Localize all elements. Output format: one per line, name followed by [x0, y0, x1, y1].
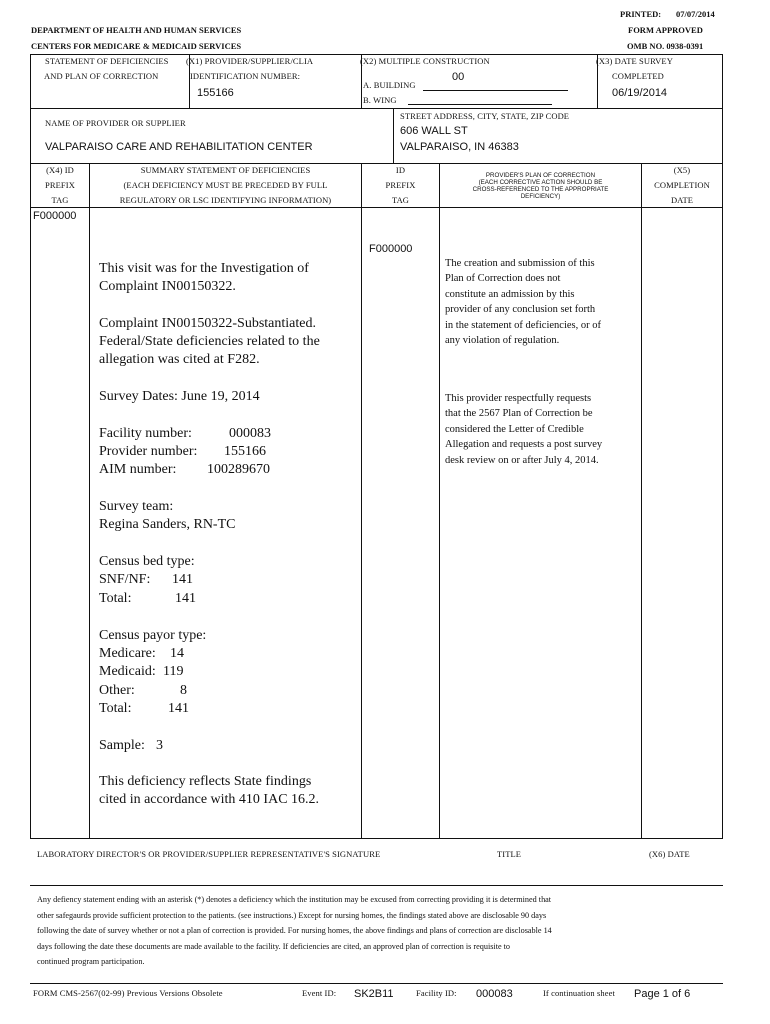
plan-p1-line: The creation and submission of this: [445, 258, 595, 269]
payor-total-label: Total:: [99, 701, 132, 716]
other-label: Other:: [99, 683, 135, 698]
x6-date-label: (X6) DATE: [649, 849, 690, 859]
closing-line2: cited in accordance with 410 IAC 16.2.: [99, 792, 320, 807]
facility-number-label: Facility number:: [99, 426, 192, 441]
bed-total-value: 141: [175, 591, 196, 606]
plan-p2-line: desk review on or after July 4, 2014.: [445, 454, 599, 466]
medicaid-value: 119: [163, 664, 184, 679]
plan-p2-line: considered the Letter of Credible: [445, 423, 584, 435]
plan-header-4: DEFICIENCY): [520, 193, 561, 200]
statement-label-1: STATEMENT OF DEFICIENCIES: [45, 56, 169, 66]
printed-label: PRINTED:: [620, 9, 662, 19]
plan-header-3: CROSS-REFERENCED TO THE APPROPRIATE: [472, 186, 609, 193]
summary-header-3: REGULATORY OR LSC IDENTIFYING INFORMATION): [119, 195, 332, 205]
para1-line2: Complaint IN00150322.: [99, 279, 236, 294]
facility-id-label: Facility ID:: [416, 988, 457, 998]
plan-p1-line: constitute an admission by this: [445, 288, 575, 300]
id-header-1: ID: [395, 165, 406, 175]
medicare-value: 14: [170, 646, 184, 661]
aim-number-value: 100289670: [207, 462, 270, 477]
centers-title: CENTERS FOR MEDICARE & MEDICAID SERVICES: [31, 41, 242, 51]
para2-line2: Federal/State deficiencies related to the: [99, 334, 320, 349]
sample-label: Sample:: [99, 738, 145, 753]
facility-id-value: 000083: [476, 988, 513, 1000]
footnote-line: other safegaurds provide sufficient protection to the patients. (see instructions.) Except for nursing homes, the findings stated above are disclosable 90 days: [37, 910, 547, 920]
provider-name-label: NAME OF PROVIDER OR SUPPLIER: [45, 118, 186, 128]
medicaid-label: Medicaid:: [99, 664, 156, 679]
snf-value: 141: [172, 572, 193, 587]
x4-header-2: PREFIX: [45, 180, 75, 190]
plan-p1-line: in the statement of deficiencies, or of: [445, 319, 601, 331]
printed-date: 07/07/2014: [676, 9, 715, 19]
x1-label-1: (X1) PROVIDER/SUPPLIER/CLIA: [186, 56, 314, 66]
facility-number-value: 000083: [229, 426, 271, 441]
plan-p2-line: Allegation and requests a post survey: [445, 439, 603, 451]
form-number: FORM CMS-2567(02-99) Previous Versions Obsolete: [33, 988, 223, 998]
continuation-label: If continuation sheet: [543, 988, 615, 998]
building-label: A. BUILDING: [363, 80, 416, 90]
plan-p2-line: This provider respectfully requests: [445, 393, 592, 404]
snf-label: SNF/NF:: [99, 572, 151, 587]
para2-line3: allegation was cited at F282.: [99, 352, 260, 367]
summary-header-1: SUMMARY STATEMENT OF DEFICIENCIES: [140, 165, 311, 175]
x4-header-1: (X4) ID: [46, 165, 74, 175]
director-signature-label: LABORATORY DIRECTOR'S OR PROVIDER/SUPPLIER REPRESENTATIVE'S SIGNATURE: [37, 849, 381, 859]
para1-line1: This visit was for the Investigation of: [99, 261, 309, 276]
medicare-label: Medicare:: [99, 646, 156, 661]
survey-dates: Survey Dates: June 19, 2014: [99, 389, 260, 404]
x2-label: (X2) MULTIPLE CONSTRUCTION: [360, 56, 490, 66]
provider-number-label: Provider number:: [99, 444, 198, 459]
census-payor-label: Census payor type:: [99, 628, 207, 643]
plan-header-1: PROVIDER'S PLAN OF CORRECTION: [485, 172, 596, 179]
page-number: Page 1 of 6: [634, 988, 691, 1000]
payor-total-value: 141: [168, 701, 189, 716]
sample-value: 3: [156, 738, 163, 753]
plan-paragraph-1: [445, 256, 601, 348]
footnote-line: following the date of survey whether or not a plan of correction is provided. For nursing homes, the above findings and plans of correction are disclosable 14: [37, 926, 552, 936]
x5-header-1: (X5): [673, 165, 691, 175]
closing-line1: This deficiency reflects State findings: [99, 774, 312, 789]
event-id-label: Event ID:: [302, 988, 337, 998]
id-header-2: PREFIX: [385, 180, 416, 190]
title-label: TITLE: [497, 849, 522, 859]
form-approved: FORM APPROVED: [628, 25, 703, 35]
footnote-line: continued program participation.: [37, 957, 145, 967]
right-tag: F000000: [369, 243, 413, 255]
x3-label-2: COMPLETED: [612, 71, 664, 81]
plan-p1-line: any violation of regulation.: [445, 335, 560, 347]
x4-header-3: TAG: [51, 195, 69, 205]
x1-label-2: IDENTIFICATION NUMBER:: [190, 71, 301, 81]
address-line-1: 606 WALL ST: [400, 125, 468, 137]
x5-header-2: COMPLETION: [654, 180, 710, 190]
department-title: DEPARTMENT OF HEALTH AND HUMAN SERVICES: [31, 25, 242, 35]
plan-paragraph-2: [445, 391, 602, 468]
census-bed-label: Census bed type:: [99, 554, 195, 569]
provider-name-value: VALPARAISO CARE AND REHABILITATION CENTER: [45, 141, 313, 153]
event-id-value: SK2B11: [354, 988, 394, 1000]
other-value: 8: [180, 683, 187, 698]
aim-number-label: AIM number:: [99, 462, 177, 477]
building-value: 00: [452, 71, 465, 83]
plan-p1-line: provider of any conclusion set forth: [445, 304, 596, 316]
footnote: [37, 892, 717, 970]
footnote-line: Any defiency statement ending with an asterisk (*) denotes a deficiency which the institution may be excused from correcting providing it is determined that: [37, 895, 552, 904]
x5-header-3: DATE: [670, 195, 694, 205]
provider-number-value: 155166: [224, 444, 266, 459]
survey-date-value: 06/19/2014: [612, 87, 668, 99]
x3-label-1: (X3) DATE SURVEY: [596, 56, 673, 66]
left-tag: F000000: [33, 210, 77, 222]
summary-header-2: (EACH DEFICIENCY MUST BE PRECEDED BY FULL: [123, 180, 328, 190]
plan-p1-line: Plan of Correction does not: [445, 273, 561, 285]
para2-line1: Complaint IN00150322-Substantiated.: [99, 316, 316, 331]
survey-team-member: Regina Sanders, RN-TC: [99, 517, 236, 532]
omb-number: OMB NO. 0938-0391: [627, 41, 704, 51]
address-line-2: VALPARAISO, IN 46383: [400, 141, 519, 153]
statement-label-2: AND PLAN OF CORRECTION: [44, 71, 159, 81]
wing-label: B. WING: [363, 95, 397, 105]
bed-total-label: Total:: [99, 591, 132, 606]
plan-p2-line: that the 2567 Plan of Correction be: [445, 408, 593, 420]
survey-team-label: Survey team:: [99, 499, 174, 514]
footnote-line: days following the date these documents are made available to the facility. If deficiencies are cited, an approved plan of correction is requisite to: [37, 941, 511, 951]
address-label: STREET ADDRESS, CITY, STATE, ZIP CODE: [400, 111, 570, 121]
id-header-3: TAG: [391, 195, 410, 205]
plan-header-2: (EACH CORRECTIVE ACTION SHOULD BE: [478, 179, 603, 186]
provider-id-value: 155166: [197, 87, 234, 99]
